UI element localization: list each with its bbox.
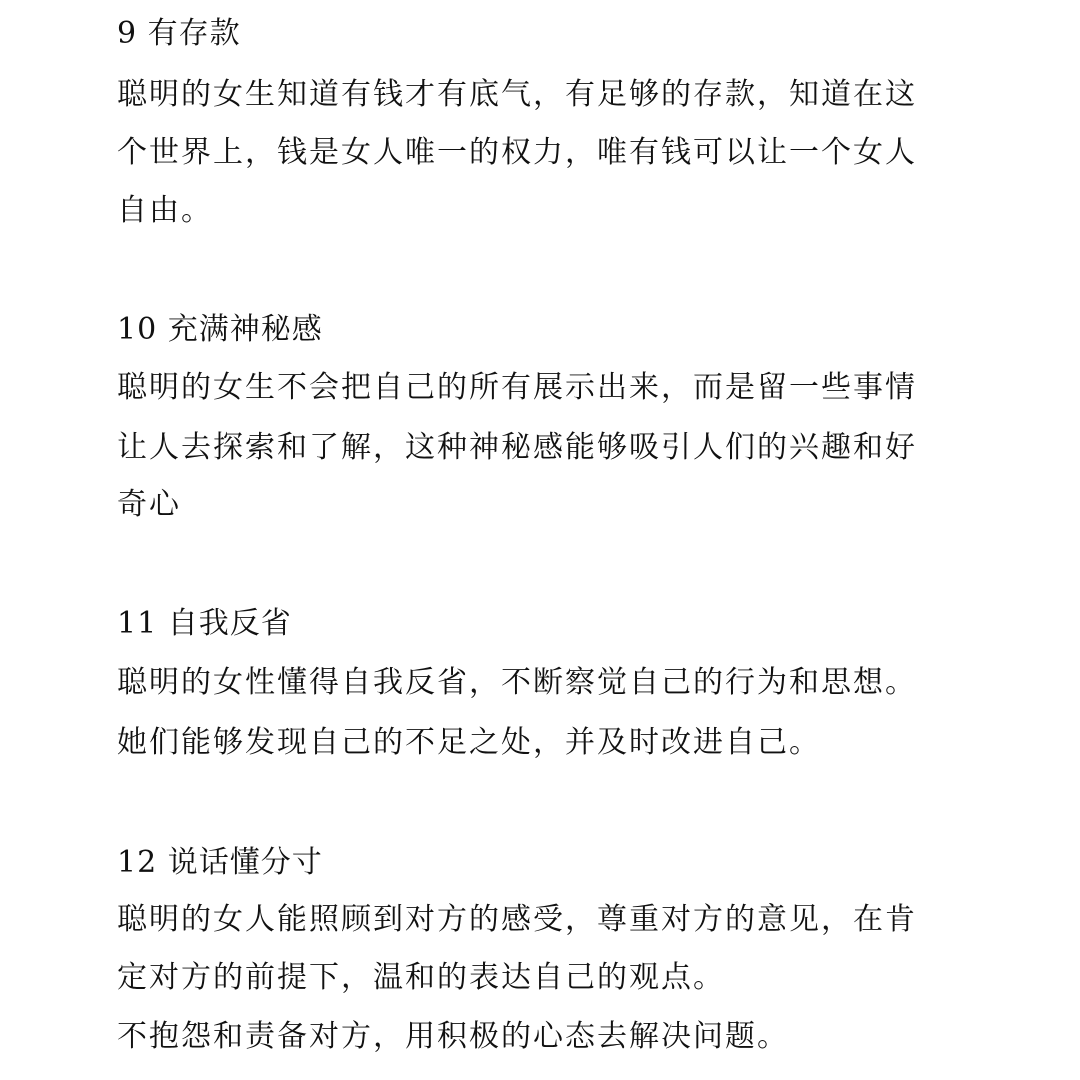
section-heading: 10 充满神秘感	[117, 312, 323, 347]
paragraph-line: 让人去探索和了解，这种神秘感能够吸引人们的兴趣和好	[117, 430, 917, 465]
paragraph-line: 聪明的女生不会把自己的所有展示出来，而是留一些事情	[117, 370, 917, 405]
paragraph-line: 聪明的女性懂得自我反省，不断察觉自己的行为和思想。	[117, 665, 917, 700]
paragraph-line: 聪明的女生知道有钱才有底气，有足够的存款，知道在这	[117, 77, 917, 112]
section-heading: 12 说话懂分寸	[117, 845, 323, 880]
paragraph-line: 她们能够发现自己的不足之处，并及时改进自己。	[117, 725, 821, 760]
paragraph-line: 不抱怨和责备对方，用积极的心态去解决问题。	[117, 1019, 789, 1054]
paragraph-line: 自由。	[117, 193, 213, 228]
paragraph-line: 个世界上，钱是女人唯一的权力，唯有钱可以让一个女人	[117, 135, 917, 170]
section-heading: 9 有存款	[117, 16, 241, 51]
paragraph-line: 定对方的前提下，温和的表达自己的观点。	[117, 960, 725, 995]
section-heading: 11 自我反省	[117, 606, 292, 641]
paragraph-line: 奇心	[117, 487, 181, 522]
paragraph-line: 聪明的女人能照顾到对方的感受，尊重对方的意见，在肯	[117, 902, 917, 937]
